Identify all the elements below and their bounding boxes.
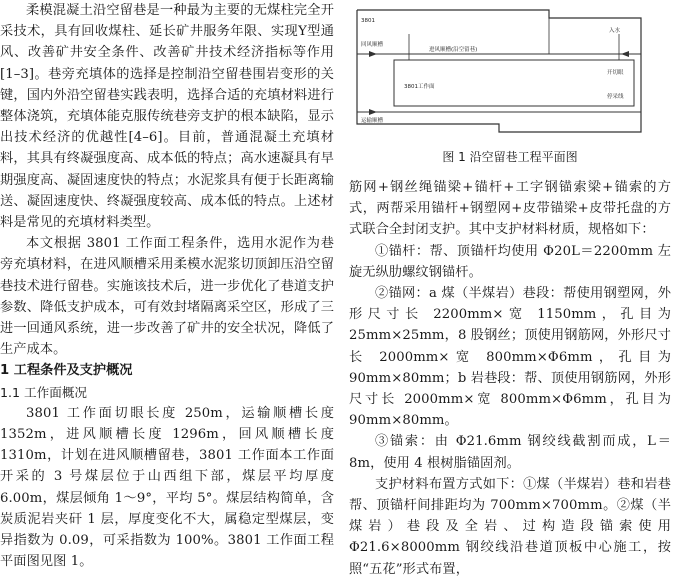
right-column xyxy=(349,177,671,580)
roadway-plan-figure xyxy=(349,4,671,144)
section-heading: 1 工程条件及支护概况 xyxy=(0,363,133,379)
figure-label-e: 运输顺槽 xyxy=(361,118,384,124)
figure-label-a: 3801 xyxy=(361,18,375,24)
paragraph-bolt: ①锚杆：帮、顶锚杆均使用 Φ20L＝2200mm 左旋无纵肋螺纹钢锚杆。 xyxy=(349,243,671,280)
figure-label-d: 3801工作面 xyxy=(404,84,435,90)
paragraph-method: 本文根据 3801 工作面工程条件，选用水泥作为巷旁充填材料，在进风顺槽采用柔模水泥浆切顶卸压沿空留巷技术进行留巷。实施该技术后，进一步优化了巷道支护参数、降低支护成本，可有效封堵隔离采空区，形成了三进一回通风系统，进一步改善了矿井的安全状况，降低了生产成本。 xyxy=(0,236,334,358)
paragraph-workface: 3801 工作面切眼长度 250m，运输顺槽长度 1352m，进风顺槽长度 1296m，回风顺槽长度 1310m，计划在进风顺槽留巷，3801 工作面本工作面开采的 3 号煤层位于山西组下部，煤层平均厚度 6.00m，煤层倾角 1～9°，平均 5°。煤层结构简单，含炭质泥岩夹矸 1 层，厚度变化不大，属稳定型煤层，变异指数为 0.09，可采指数为 100%。3801 工作面工程平面图见图 1。 xyxy=(0,405,334,570)
subsection-heading: 1.1 工作面概况 xyxy=(0,384,88,400)
figure-label-h: 停采线 xyxy=(607,94,624,100)
paragraph-mesh: ②锚网：a 煤（半煤岩）巷段：帮使用钢塑网，外形尺寸长 2200mm×宽 1150mm，孔目为 25mm×25mm，8 股钢丝；顶使用钢筋网，外形尺寸长 2000mm×宽 800mm×Φ6mm，孔目为 90mm×80mm；b 岩巷段：帮、顶使用钢筋网，外形尺寸长 2000mm×宽 800mm×Φ6mm，孔目为 90mm×80mm。 xyxy=(349,286,671,429)
paragraph-cable: ③锚索：由 Φ21.6mm 钢绞线截割而成，L＝8m，使用 4 根树脂锚固剂。 xyxy=(349,434,671,471)
paragraph-layout: 支护材料布置方式如下：①煤（半煤岩）巷和岩巷帮、顶锚杆间排距均为 700mm×700mm。②煤（半煤岩）巷段及全岩、过构造段锚索使用 Φ21.6×8000mm 钢绞线沿巷道顶板中心施工，按照“五花”形式布置， xyxy=(349,476,671,577)
left-column xyxy=(0,0,334,572)
figure-label-g: 入水 xyxy=(609,28,621,34)
figure-label-b: 回风顺槽 xyxy=(361,42,384,48)
figure-caption: 图 1 沿空留巷工程平面图 xyxy=(442,150,578,164)
paragraph-support-method: 筋网+钢丝绳锚梁+锚杆+工字钢锚索梁+锚索的方式，两帮采用锚杆+钢塑网+皮带锚梁+皮带托盘的方式联合全封闭支护。其中支护材料材质，规格如下： xyxy=(349,180,671,238)
figure-label-c: 进风顺槽(沿空留巷) xyxy=(429,47,478,53)
paragraph-intro: 柔模混凝土沿空留巷是一种最为主要的无煤柱完全开采技术，具有回收煤柱、延长矿井服务年限、实现Y型通风、改善矿井安全条件、改善矿井技术经济指标等作用[1–3]。巷旁充填体的选择是控制沿空留巷围岩变形的关键，国内外沿空留巷实践表明，选择合适的充填材料进行整体浇筑，充填体能克服传统巷旁支护的根本缺陷，显示出技术经济的优越性[4–6]。目前，普通混凝土充填材料，其具有终凝强度高、成本低的特点；高水速凝具有早期强度高、凝固速度快的特点；水泥浆具有便于长距离输送、凝固速度快、终凝强度较高、成本低的特点。上述材料是常见的充填材料类型。 xyxy=(0,3,334,231)
figure-label-f: 开切眼 xyxy=(607,70,624,76)
